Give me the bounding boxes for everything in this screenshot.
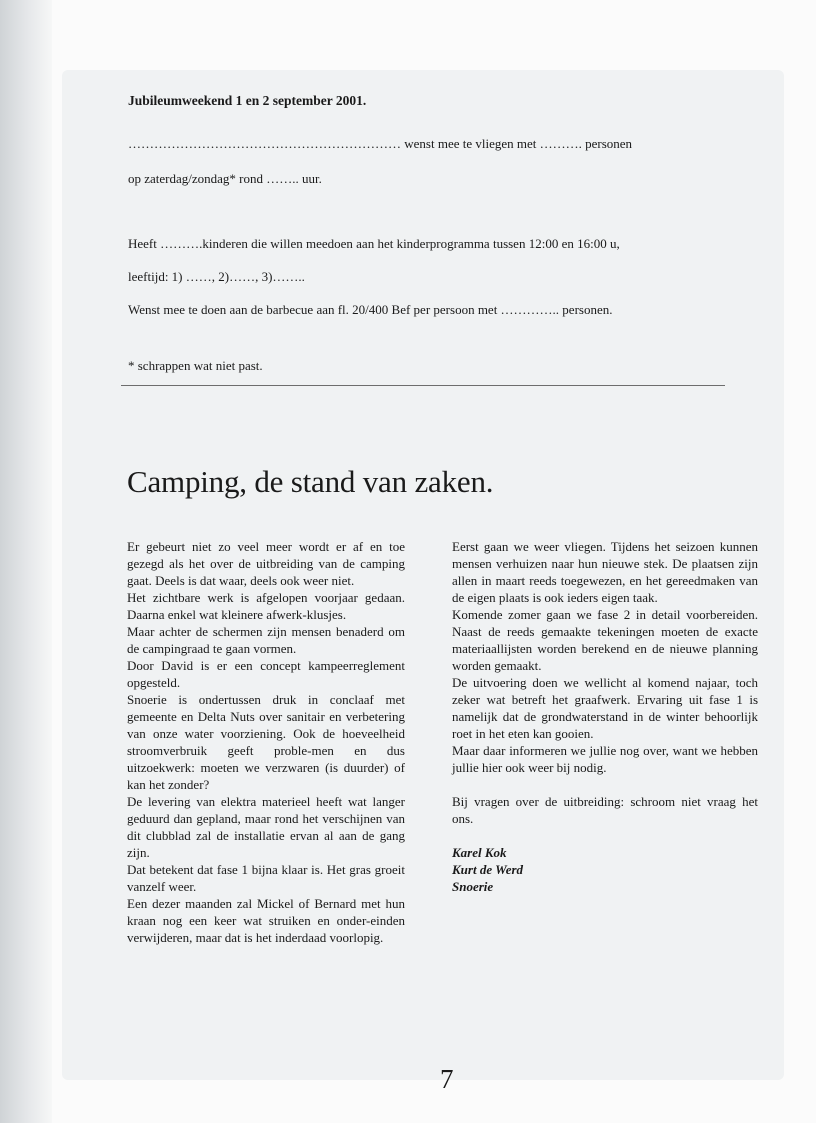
paragraph: Maar daar informeren we jullie nog over, want we hebben jullie hier ook weer bij nodig.	[452, 743, 758, 775]
paragraph: Komende zomer gaan we fase 2 in detail voorbereiden. Naast de reeds gemaakte tekeningen moeten de exacte materiaallijsten worden berekend en de nieuwe planning worden gemaakt.	[452, 607, 758, 673]
paragraph: Bij vragen over de uitbreiding: schroom niet vraag het ons.	[452, 794, 758, 826]
form-line-barbecue: Wenst mee te doen aan de barbecue aan fl. 20/400 Bef per persoon met ………….. personen.	[128, 302, 613, 317]
form-line-ages: leeftijd: 1) ……, 2)……, 3)……..	[128, 269, 305, 284]
paragraph: Er gebeurt niet zo veel meer wordt er af en toe gezegd als het over de uitbreiding van de camping gaat. Deels is dat waar, deels ook weer niet.	[127, 539, 405, 588]
paragraph: De levering van elektra materieel heeft wat langer geduurd dan gepland, maar rond het verschijnen van dit clubblad zal de installatie ervan al aan de gang zijn.	[127, 794, 405, 860]
divider-rule	[121, 385, 725, 386]
form-line-children: Heeft ……….kinderen die willen meedoen aan het kinderprogramma tussen 12:00 en 16:00 u,	[128, 236, 620, 251]
article-left-column	[127, 538, 405, 946]
form-title: Jubileumweekend 1 en 2 september 2001.	[128, 93, 367, 108]
paragraph: Snoerie is ondertussen druk in conclaaf met gemeente en Delta Nuts over sanitair en verbetering van onze water voorziening. Ook de hoeveelheid stroomverbruik geeft proble-men en dus uitzoekwerk: moeten we verzwaren (is duurder) of kan het zonder?	[127, 692, 405, 792]
form-line-time: op zaterdag/zondag* rond …….. uur.	[128, 171, 322, 186]
paragraph: Het zichtbare werk is afgelopen voorjaar gedaan. Daarna enkel wat kleinere afwerk-klusjes.	[127, 590, 405, 622]
signature: Snoerie	[452, 879, 494, 894]
signatures	[452, 844, 758, 895]
article-title: Camping, de stand van zaken.	[127, 464, 494, 499]
binding-edge	[0, 0, 53, 1123]
paragraph: De uitvoering doen we wellicht al komend najaar, toch zeker wat betreft het graafwerk. Ervaring uit fase 1 is namelijk dat de grondwaterstand in de winter behoorlijk roet in het eten kan gooien.	[452, 675, 758, 741]
paragraph: Dat betekent dat fase 1 bijna klaar is. Het gras groeit vanzelf weer.	[127, 862, 405, 894]
signature: Karel Kok	[452, 845, 507, 860]
article-right-column	[452, 538, 758, 895]
paragraph: Door David is er een concept kampeerreglement opgesteld.	[127, 658, 405, 690]
form-footnote: * schrappen wat niet past.	[128, 358, 263, 373]
form-line-fly: ……………………………………………………… wenst mee te vliegen met ………. personen	[128, 136, 633, 151]
page-number: 7	[440, 1064, 454, 1094]
signature: Kurt de Werd	[452, 862, 524, 877]
paragraph: Een dezer maanden zal Mickel of Bernard met hun kraan nog een keer wat struiken en onder-einden verwijderen, maar dat is het inderdaad voorlopig.	[127, 896, 405, 945]
paragraph: Maar achter de schermen zijn mensen benaderd om de campingraad te gaan vormen.	[127, 624, 405, 656]
paragraph: Eerst gaan we weer vliegen. Tijdens het seizoen kunnen mensen verhuizen naar hun nieuwe stek. De plaatsen zijn allen in maart reeds toegewezen, en het gereedmaken van de eigen plaats is ook ieders eigen taak.	[452, 539, 758, 605]
